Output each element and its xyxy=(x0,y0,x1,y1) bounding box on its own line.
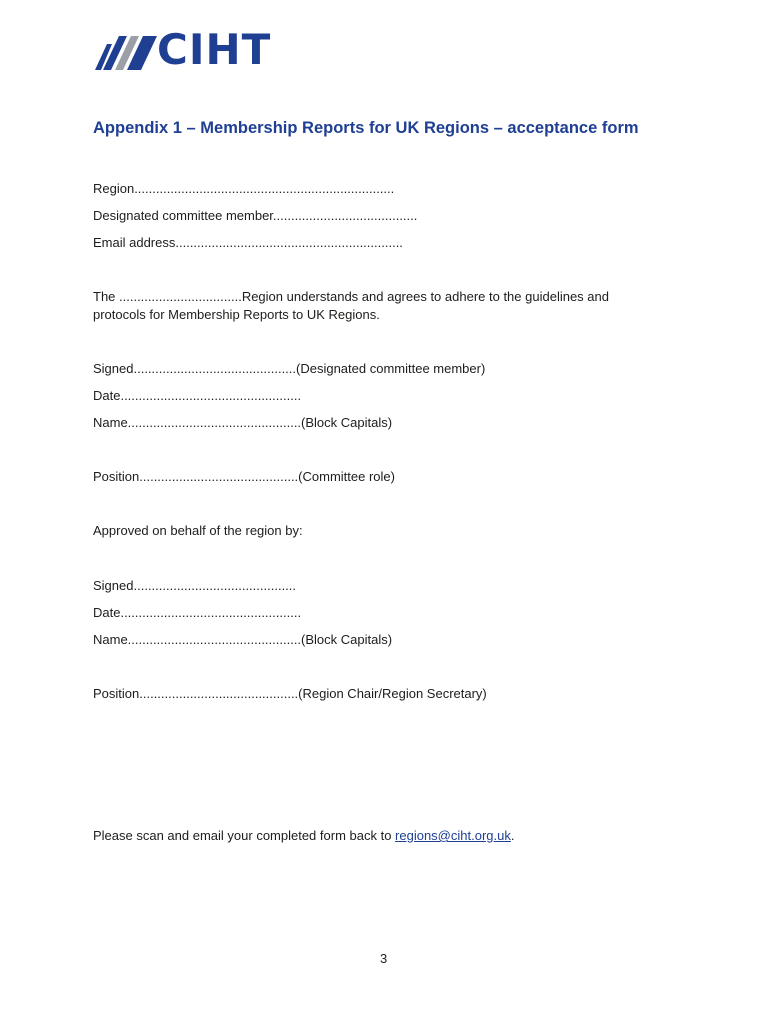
agreement-line-1: The ..................................Region understands and agrees to adhere to the guidelines and xyxy=(93,289,609,304)
regions-email-link[interactable]: regions@ciht.org.uk xyxy=(395,828,511,843)
page-number: 3 xyxy=(380,951,388,966)
ciht-logo-mark-icon xyxy=(95,30,157,70)
footer-instruction xyxy=(93,827,514,845)
member-date-field: Date.................................................. xyxy=(93,388,302,403)
approval-heading: Approved on behalf of the region by: xyxy=(93,523,303,538)
page-title: Appendix 1 – Membership Reports for UK Regions – acceptance form xyxy=(93,119,639,137)
approval-position-field: Position............................................(Region Chair/Region Secretary) xyxy=(93,686,487,701)
approval-signed-field: Signed............................................. xyxy=(93,578,297,593)
region-field: Region........................................................................ xyxy=(93,181,395,196)
footer-suffix: . xyxy=(510,828,515,843)
footer-prefix: Please scan and email your completed form back to xyxy=(93,828,396,843)
member-name-field: Name................................................(Block Capitals) xyxy=(93,415,393,430)
approval-date-field: Date.................................................. xyxy=(93,605,302,620)
ciht-logo xyxy=(95,25,272,74)
logo-wordmark: CIHT xyxy=(157,25,272,74)
approval-name-field: Name................................................(Block Capitals) xyxy=(93,632,393,647)
designated-member-field: Designated committee member........................................ xyxy=(93,208,418,223)
member-position-field: Position............................................(Committee role) xyxy=(93,469,395,484)
member-signed-field: Signed.............................................(Designated committee member) xyxy=(93,361,486,376)
email-field: Email address............................................................... xyxy=(93,235,403,250)
agreement-line-2: protocols for Membership Reports to UK Regions. xyxy=(93,307,380,322)
